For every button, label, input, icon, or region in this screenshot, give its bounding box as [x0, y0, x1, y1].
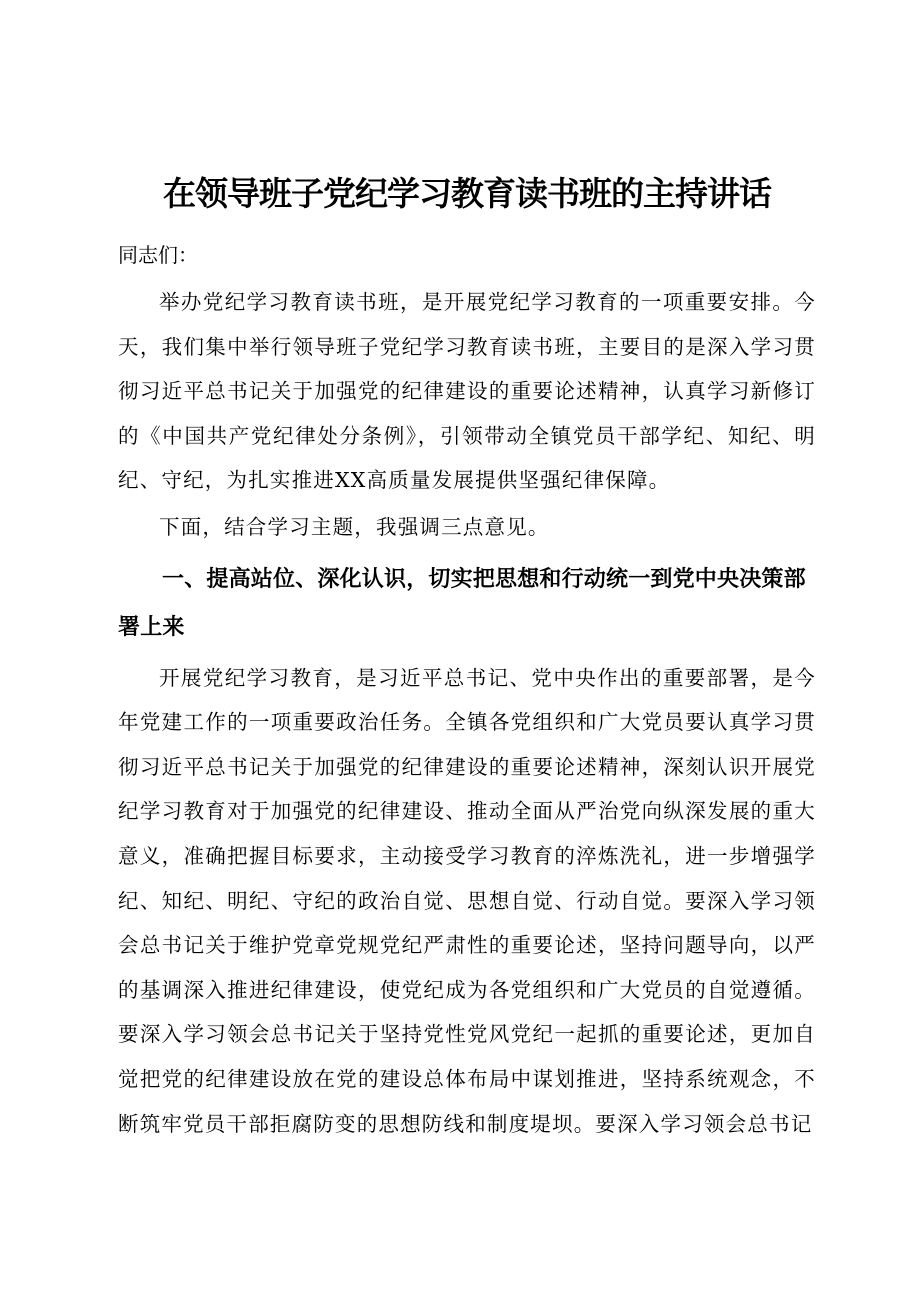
- transition-paragraph: 下面，结合学习主题，我强调三点意见。: [159, 514, 550, 539]
- intro-paragraph: 举办党纪学习教育读书班，是开展党纪学习教育的一项重要安排。今天，我们集中举行领导班子党纪学习教育读书班，主要目的是深入学习贯彻习近平总书记关于加强党的纪律建设的重要论述精神，认真学习新修订的《中国共产党纪律处分条例》，引领带动全镇党员干部学纪、知纪、明纪、守纪，为扎实推进XX高质量发展提供坚强纪律保障。: [118, 290, 816, 493]
- salutation: 同志们：: [118, 243, 198, 267]
- section-paragraph: 开展党纪学习教育，是习近平总书记、党中央作出的重要部署，是今年党建工作的一项重要政治任务。全镇各党组织和广大党员要认真学习贯彻习近平总书记关于加强党的纪律建设的重要论述精神，深刻认识开展党纪学习教育对于加强党的纪律建设、推动全面从严治党向纵深发展的重大意义，准确把握目标要求，主动接受学习教育的淬炼洗礼，进一步增强学纪、知纪、明纪、守纪的政治自觉、思想自觉、行动自觉。要深入学习领会总书记关于维护党章党规党纪严肃性的重要论述，坚持问题导向，以严的基调深入推进纪律建设，使党纪成为各党组织和广大党员的自觉遵循。要深入学习领会总书记关于坚持党性党风党纪一起抓的重要论述，更加自觉把党的纪律建设放在党的建设总体布局中谋划推进，坚持系统观念，不断筑牢党员干部拒腐防变的思想防线和制度堤坝。要深入学习领会总书记: [118, 665, 816, 1136]
- document-title: 在领导班子党纪学习教育读书班的主持讲话: [163, 174, 771, 213]
- section-heading: 一、提高站位、深化认识，切实把思想和行动统一到党中央决策部署上来: [118, 566, 806, 640]
